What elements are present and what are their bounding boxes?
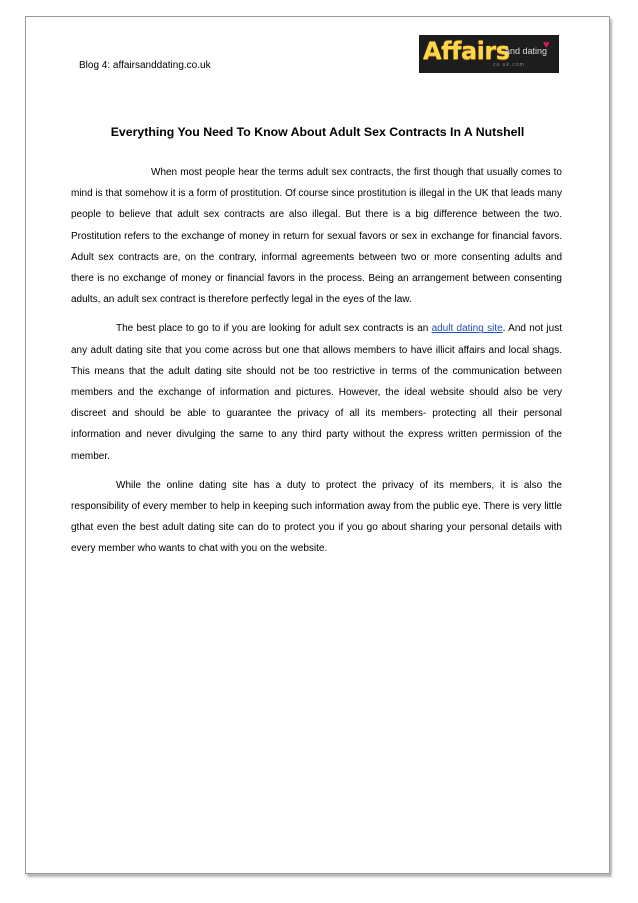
affairs-and-dating-logo (419, 35, 559, 73)
paragraph-2 (71, 318, 562, 466)
heart-icon: ♥ (543, 39, 550, 51)
logo-sub-text: and dating (505, 46, 548, 56)
logo-tagline: co.uk.com (493, 62, 525, 68)
document-page (25, 16, 610, 874)
paragraph-2-intro: The best place to go to if you are looking for adult sex contracts is an (116, 323, 432, 335)
blog-header-label: Blog 4: affairsanddating.co.uk (79, 60, 211, 71)
paragraph-3: While the online dating site has a duty to protect the privacy of its members, it is also the responsibility of every member to help in keeping such information away from the public eye. There is very little gthat even the best adult dating site can do to protect you if you go about sharing your personal details with every member who wants to chat with you on the website. (71, 479, 562, 555)
adult-dating-site-link[interactable]: adult dating site (431, 323, 503, 335)
article-title: Everything You Need To Know About Adult Sex Contracts In A Nutshell (110, 125, 525, 139)
logo-main-text: Affairs (423, 37, 510, 65)
article-body (71, 162, 562, 568)
paragraph-1: When most people hear the terms adult sex contracts, the first though that usually comes to mind is that somehow it is a form of prostitution. Of course since prostitution is illegal in the UK that leads many people to believe that adult sex contracts are also illegal. But there is a big difference between the two. Prostitution refers to the exchange of money in return for sexual favors or sex in exchange for financial favors. Adult sex contracts are, on the contrary, informal agreements between two or more consenting adults and there is no exchange of money or financial favors in the process. Being an arrangement between consenting adults, an adult sex contract is therefore perfectly legal in the eyes of the law. (71, 167, 562, 306)
paragraph-2-rest: . And not just any adult dating site that you come across but one that allows members to have illicit affairs and local shags. This means that the adult dating site should not be too restrictive in terms of the communication between members and the exchange of information and pictures. However, the ideal website should also be very discreet and should be able to guarantee the privacy of all its members- protecting all their personal information and never divulging the same to any third party without the express written permission of the member. (71, 323, 562, 462)
